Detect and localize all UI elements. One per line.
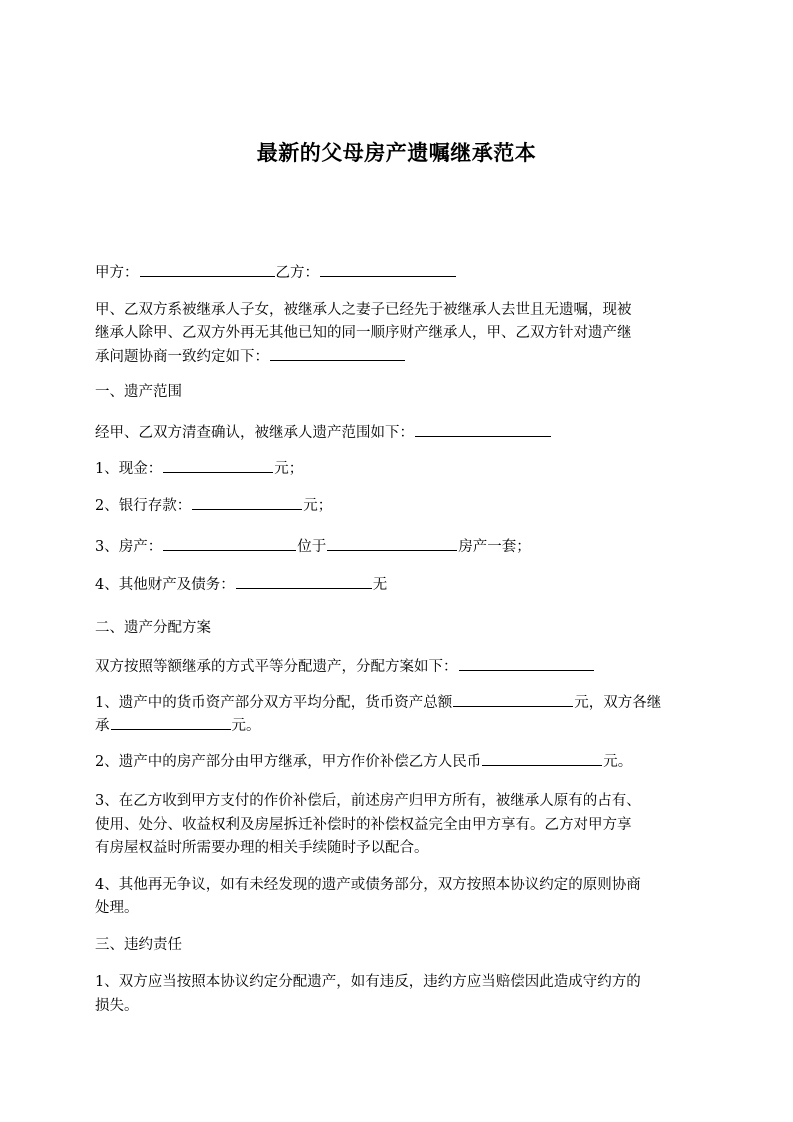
distribution-item-3-line-3: 有房屋权益时所需要办理的相关手续随时予以配合。	[95, 840, 429, 856]
section1-confirm-blank[interactable]	[415, 422, 551, 437]
distribution-item-4-line-1: 4、其他再无争议，如有未经发现的遗产或债务部分，双方按照本协议约定的原则协商	[95, 877, 641, 893]
property-label: 3、房产：	[95, 539, 163, 555]
page-title: 最新的父母房产遗嘱继承范本	[256, 141, 537, 165]
cash-blank[interactable]	[163, 458, 273, 473]
each-share-blank[interactable]	[111, 715, 231, 730]
item1-line1-pre: 1、遗产中的货币资产部分双方平均分配，货币资产总额	[95, 695, 453, 711]
section2-intro-blank[interactable]	[459, 656, 594, 671]
cash-label: 1、现金：	[95, 461, 163, 477]
property-blank[interactable]	[163, 536, 296, 551]
monetary-total-blank[interactable]	[453, 692, 573, 707]
intro-line-1: 甲、乙双方系被继承人子女，被继承人之妻子已经先于被继承人去世且无遗嘱，现被	[95, 302, 632, 318]
property-location-blank[interactable]	[327, 536, 457, 551]
party-b-blank[interactable]	[320, 262, 456, 277]
party-a-label: 甲方：	[95, 265, 139, 281]
other-blank[interactable]	[236, 574, 372, 589]
distribution-item-1-line-1	[95, 692, 707, 713]
section1-confirm	[95, 422, 707, 443]
distribution-item-1-line-2	[95, 715, 707, 736]
section1-confirm-text: 经甲、乙双方清查确认，被继承人遗产范围如下：	[95, 425, 414, 441]
property-location-label: 位于	[297, 539, 327, 555]
party-a-blank[interactable]	[140, 262, 275, 277]
distribution-item-4-line-2: 处理。	[95, 900, 139, 916]
item1-line1-post: 元，双方各继	[574, 695, 662, 711]
bank-deposit-blank[interactable]	[192, 495, 302, 510]
section3-heading: 三、违约责任	[95, 937, 182, 953]
estate-item-cash	[95, 458, 707, 479]
other-end: 无	[372, 577, 388, 593]
bank-deposit-unit: 元；	[303, 498, 333, 514]
compensation-blank[interactable]	[482, 751, 602, 766]
item2-post: 元。	[603, 754, 633, 770]
intro-line-2: 继承人除甲、乙双方外再无其他已知的同一顺序财产继承人，甲、乙双方针对遗产继	[95, 325, 632, 341]
distribution-item-2	[95, 751, 707, 772]
liability-item-1-line-1: 1、双方应当按照本协议约定分配遗产，如有违反，违约方应当赔偿因此造成守约方的	[95, 974, 641, 990]
estate-item-bank-deposit	[95, 495, 707, 516]
property-end: 房产一套；	[458, 539, 531, 555]
section2-intro	[95, 656, 707, 677]
intro-line-3	[95, 346, 707, 367]
distribution-item-3-line-1: 3、在乙方收到甲方支付的作价补偿后，前述房产归甲方所有，被继承人原有的占有、	[95, 793, 641, 809]
item1-line2-post: 元。	[231, 718, 261, 734]
distribution-item-3-line-2: 使用、处分、收益权利及房屋拆迁补偿时的补偿权益完全由甲方享有。乙方对甲方享	[95, 817, 632, 833]
item2-pre: 2、遗产中的房产部分由甲方继承，甲方作价补偿乙方人民币	[95, 754, 482, 770]
intro-line-3-text: 承问题协商一致约定如下：	[95, 349, 269, 365]
bank-deposit-label: 2、银行存款：	[95, 498, 192, 514]
liability-item-1-line-2: 损失。	[95, 998, 139, 1014]
other-label: 4、其他财产及债务：	[95, 577, 235, 593]
section2-intro-text: 双方按照等额继承的方式平等分配遗产，分配方案如下：	[95, 659, 458, 675]
parties-line	[95, 262, 707, 283]
estate-item-property	[95, 536, 707, 557]
estate-item-other	[95, 574, 707, 595]
item1-line2-pre: 承	[95, 718, 110, 734]
intro-blank[interactable]	[270, 346, 405, 361]
cash-unit: 元；	[274, 461, 304, 477]
section1-heading: 一、遗产范围	[95, 384, 182, 400]
party-b-label: 乙方：	[275, 265, 319, 281]
section2-heading: 二、遗产分配方案	[95, 620, 211, 636]
